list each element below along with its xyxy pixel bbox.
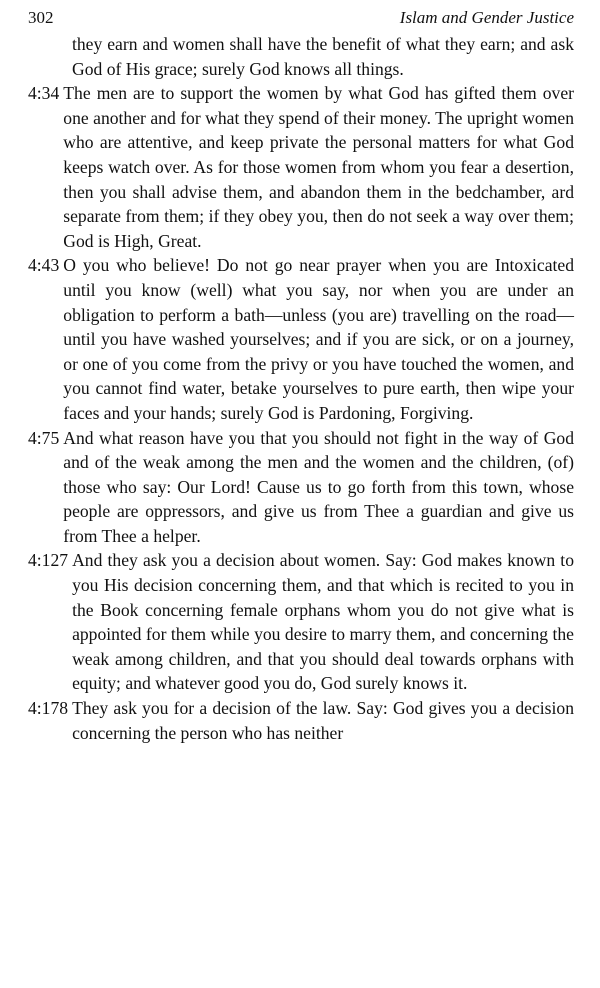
verse-entry [28, 548, 574, 696]
verse-entry [28, 253, 574, 425]
page-number: 302 [28, 8, 54, 27]
verse-text: O you who believe! Do not go near prayer when you are Intoxicated until you know (well) what you say, nor when you are under an obligation to perform a bath—unless (you are) travelling on the road—until you have washed yourselves; and if you are sick, or on a journey, or one of you come from the privy or you have touched the women, and you cannot find water, betake yourselves to pure earth, then wipe your faces and your hands; surely God is Pardoning, Forgiving. [63, 255, 574, 423]
verse-text: And they ask you a decision about women. Say: God makes known to you His decision concerning them, and that which is recited to you in the Book concerning female orphans whom you do not give what is appointed for them while you desire to marry them, and concerning the weak among children, and that you should deal towards orphans with equity; and whatever good you do, God surely knows it. [72, 550, 574, 694]
verse-text: The men are to support the women by what God has gifted them over one another and for what they spend of their money. The upright women who are attentive, and keep private the personal matters for what God keeps watch over. As for those women from whom you fear a desertion, then you shall advise them, and abandon them in the bedchamber, ard separate from them; if they obey you, then do not seek a way over them; God is High, Great. [63, 83, 574, 251]
verse-text: And what reason have you that you should not fight in the way of God and of the weak among the men and the women and the children, (of) those who say: Our Lord! Cause us to go forth from this town, whose people are oppressors, and give us from Thee a guardian and give us from Thee a helper. [63, 427, 574, 546]
verse-reference: 4:43 [28, 255, 60, 276]
verse-text: They ask you for a decision of the law. Say: God gives you a decision concerning the person who has neither [72, 698, 574, 743]
verse-reference: 4:75 [28, 427, 60, 448]
verse-entry [28, 696, 574, 745]
running-title: Islam and Gender Justice [399, 8, 574, 27]
continuation-text: they earn and women shall have the benefit of what they earn; and ask God of His grace; surely God knows all things. [72, 34, 574, 79]
verse-reference: 4:34 [28, 83, 60, 104]
running-head [28, 6, 574, 30]
continuation-paragraph [28, 32, 574, 81]
verse-reference: 4:127 [28, 550, 69, 571]
verse-entry [28, 81, 574, 253]
verse-reference: 4:178 [28, 698, 69, 719]
verse-list [28, 32, 574, 745]
verse-entry [28, 426, 574, 549]
